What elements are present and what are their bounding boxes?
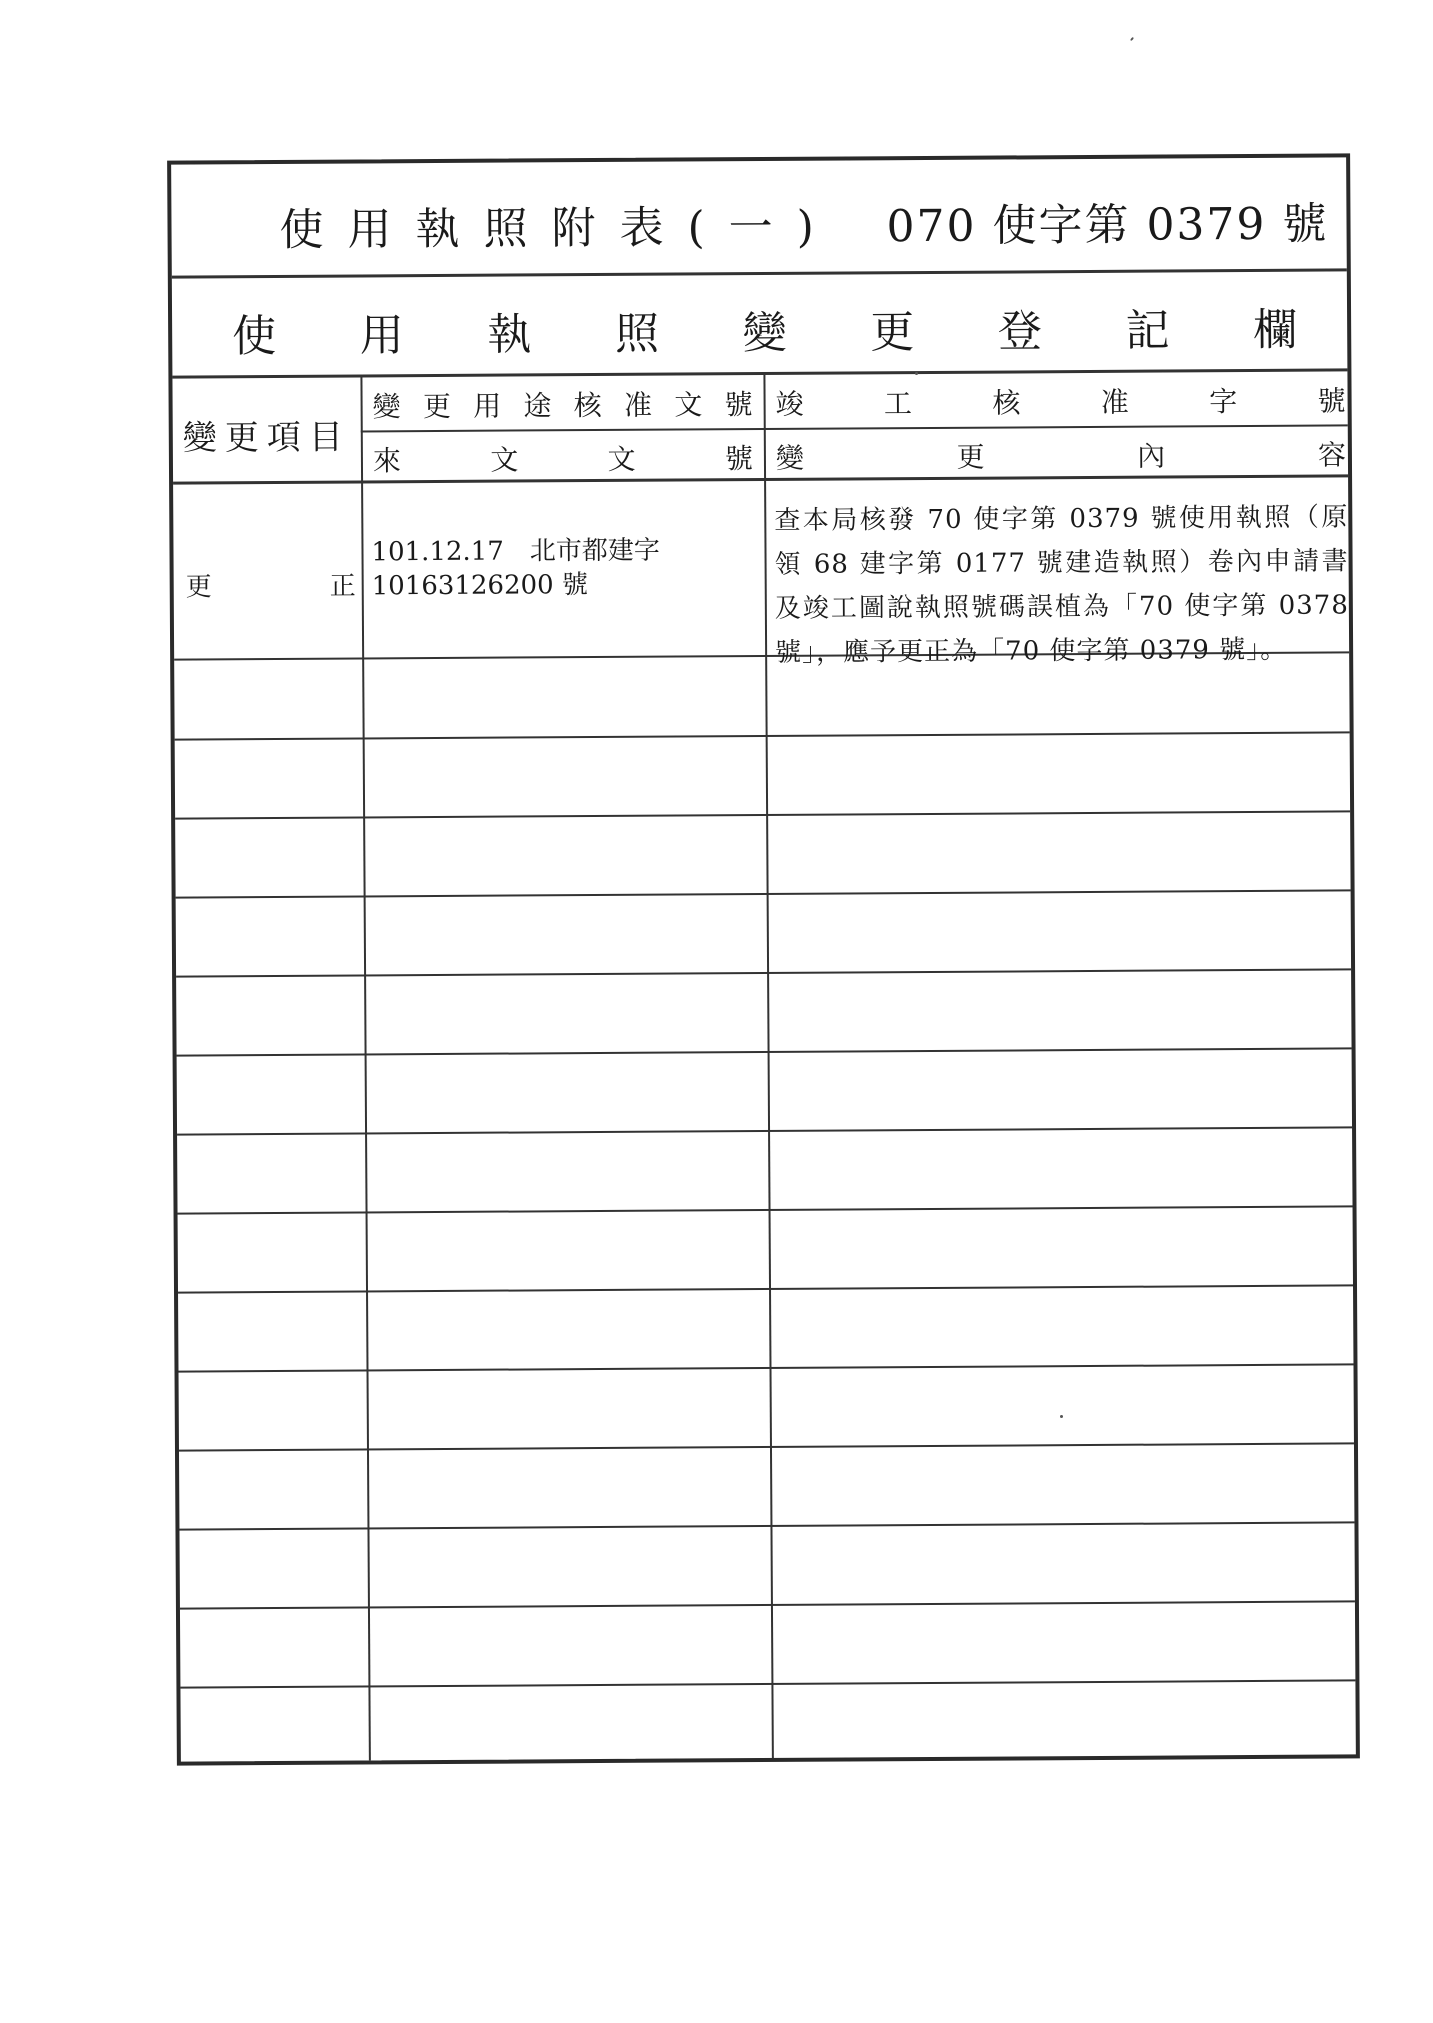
blank-row <box>179 1364 1354 1451</box>
blank-row <box>180 1601 1355 1688</box>
license-number: 070 使字第 0379 號 <box>886 198 1329 253</box>
subtitle-char: 變 <box>742 307 787 360</box>
blank-row <box>178 1206 1353 1293</box>
title-row <box>171 157 1347 278</box>
subtitle-char: 更 <box>870 307 915 359</box>
subtitle-char: 照 <box>614 308 660 360</box>
blank-row <box>176 969 1351 1056</box>
subtitle-char: 欄 <box>1253 304 1298 356</box>
scan-speck <box>915 372 918 375</box>
blank-row <box>174 653 1349 740</box>
form-title: 使用執照附表(一) <box>279 201 839 256</box>
blank-row <box>176 890 1351 977</box>
entry-doc-no <box>371 533 751 603</box>
subtitle <box>232 294 1297 365</box>
header-change-content: 變 更 內 容 <box>775 438 1347 475</box>
entry-content: 查本局核發 70 使字第 0379 號使用執照（原領 68 建字第 0177 號建造執照）卷內申請書及竣工圖說執照號碼誤植為「70 使字第 0378 號」，應予更正為「70 使字第 0379 號」。 <box>774 502 1349 668</box>
blank-row <box>180 1680 1355 1767</box>
blank-row <box>178 1285 1353 1372</box>
blank-row <box>177 1127 1352 1214</box>
blank-row <box>175 732 1350 819</box>
blank-row <box>179 1443 1354 1530</box>
scan-speck <box>1060 1415 1063 1418</box>
entry-row <box>173 477 1349 668</box>
header-change-item: 變更項目 <box>182 417 351 459</box>
registration-form <box>167 153 1360 1765</box>
scan-speck <box>1130 37 1134 41</box>
subtitle-char: 執 <box>487 309 532 361</box>
blank-row <box>175 811 1350 898</box>
subtitle-char: 登 <box>997 306 1043 358</box>
entry-doc-no-line: 101.12.17 北市都建字 <box>371 535 660 568</box>
header-incoming-doc-no: 來 文 文 號 <box>372 442 754 478</box>
header-approval-doc-no: 變 更 用 途 核 准 文 號 <box>372 388 753 424</box>
header-completion-no: 竣 工 核 准 字 號 <box>775 384 1346 421</box>
subtitle-char: 使 <box>232 310 277 363</box>
subtitle-row <box>172 271 1348 378</box>
entry-doc-no-line: 10163126200 號 <box>371 570 589 602</box>
blank-row <box>177 1048 1352 1135</box>
blank-rows <box>174 653 1356 1761</box>
entry-item: 更 正 <box>185 571 356 603</box>
subtitle-char: 記 <box>1125 305 1170 357</box>
subtitle-char: 用 <box>359 310 404 362</box>
blank-row <box>179 1522 1354 1609</box>
